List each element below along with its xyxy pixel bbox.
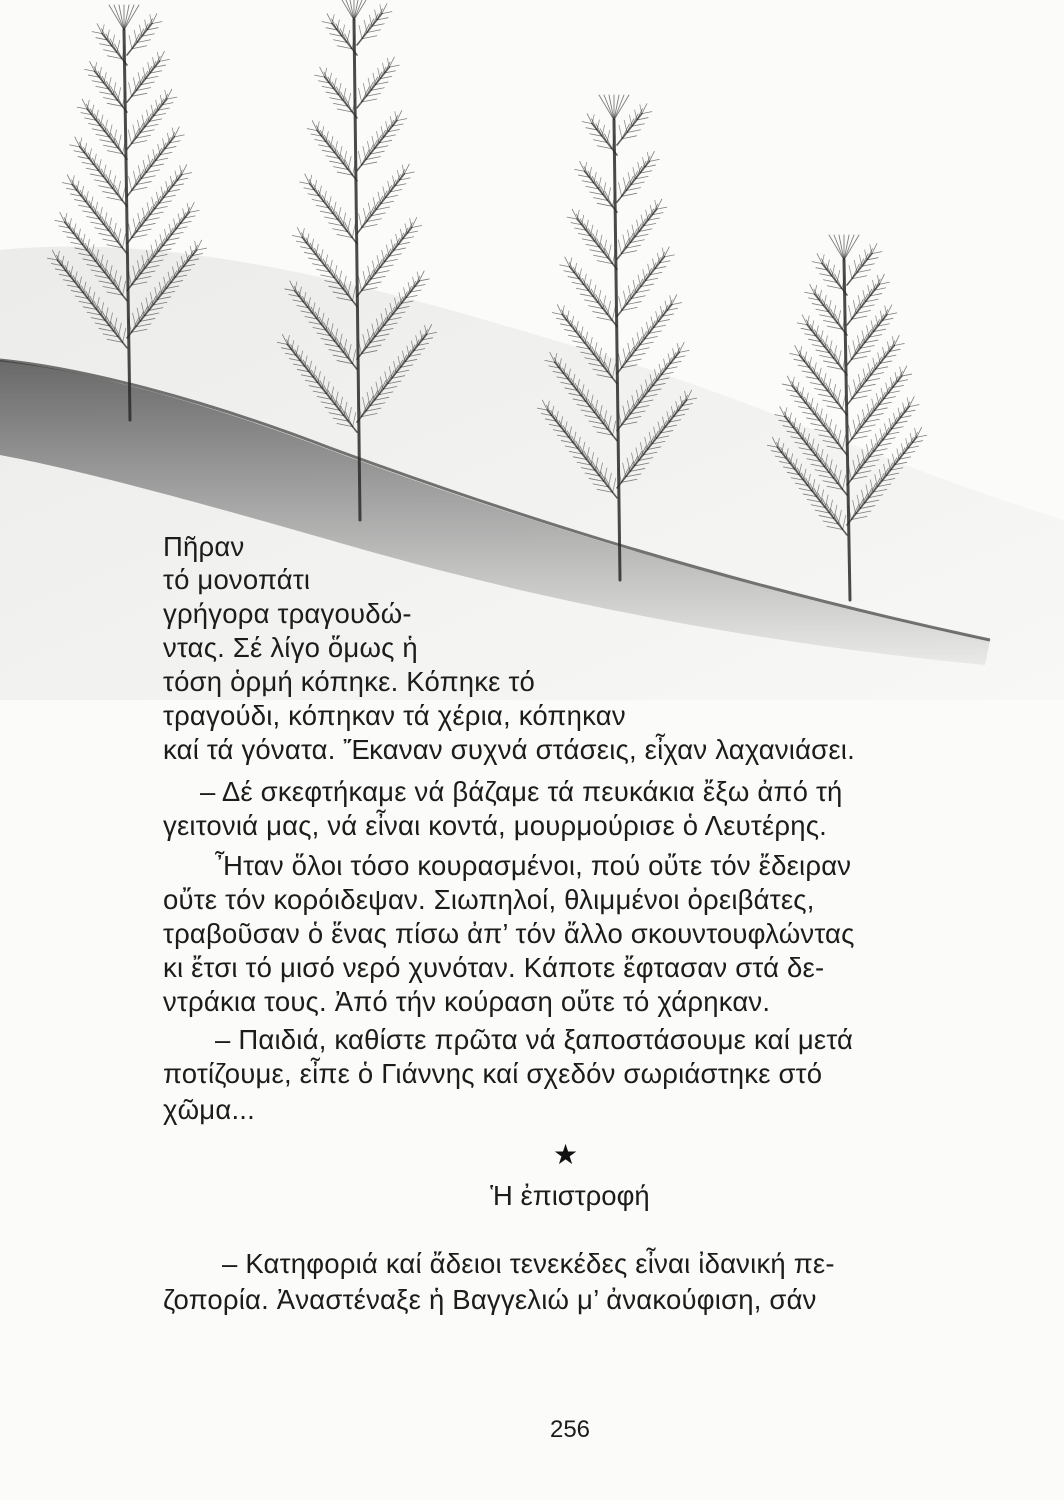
text-line: τραβοῦσαν ὁ ἕνας πίσω ἀπ’ τόν ἄλλο σκουντουφλώντας xyxy=(163,918,855,949)
text-line: ποτίζουμε, εἶπε ὁ Γιάννης καί σχεδόν σωριάστηκε στό xyxy=(163,1058,823,1089)
dialogue-line: – Κατηφοριά καί ἄδειοι τενεκέδες εἶναι ἰδανική πε- xyxy=(222,1248,835,1279)
text-line: οὔτε τόν κορόιδεψαν. Σιωπηλοί, θλιμμένοι ὀρειβάτες, xyxy=(163,884,815,915)
text-line: τόση ὁρμή κόπηκε. Κόπηκε τό xyxy=(163,666,536,697)
text-line: χῶμα... xyxy=(163,1094,255,1125)
text-line: τό μονοπάτι xyxy=(163,564,311,595)
star-separator-icon: ★ xyxy=(553,1139,579,1170)
text-line: γρήγορα τραγουδώ- xyxy=(163,598,412,629)
text-line: Πῆραν xyxy=(163,531,245,562)
section-heading: Ἡ ἐπιστροφή xyxy=(490,1180,650,1211)
text-line: ντράκια τους. Ἀπό τήν κούραση οὔτε τό χάρηκαν. xyxy=(163,986,771,1017)
text-line: ζοπορία. Ἀναστέναξε ἡ Βαγγελιώ μ’ ἀνακούφιση, σάν xyxy=(163,1284,817,1315)
text-line: Ἦταν ὅλοι τόσο κουρασμένοι, πού οὔτε τόν ἔδειραν xyxy=(215,850,852,881)
dialogue-line: – Δέ σκεφτήκαμε νά βάζαμε τά πευκάκια ἔξω ἀπό τή xyxy=(200,776,843,807)
text-line: κι ἔτσι τό μισό νερό χυνόταν. Κάποτε ἔφτασαν στά δε- xyxy=(163,952,825,983)
page-number: 256 xyxy=(549,1416,591,1443)
dialogue-line: – Παιδιά, καθίστε πρῶτα νά ξαποστάσουμε καί μετά xyxy=(215,1024,854,1055)
text-line: ντας. Σέ λίγο ὅμως ἡ xyxy=(163,632,418,663)
text-line: τραγούδι, κόπηκαν τά χέρια, κόπηκαν xyxy=(163,700,626,731)
text-line: γειτονιά μας, νά εἶναι κοντά, μουρμούρισε ὁ Λευτέρης. xyxy=(163,810,827,841)
text-line: καί τά γόνατα. Ἔκαναν συχνά στάσεις, εἶχαν λαχανιάσει. xyxy=(163,734,855,765)
pine-saplings-illustration xyxy=(0,0,1064,700)
